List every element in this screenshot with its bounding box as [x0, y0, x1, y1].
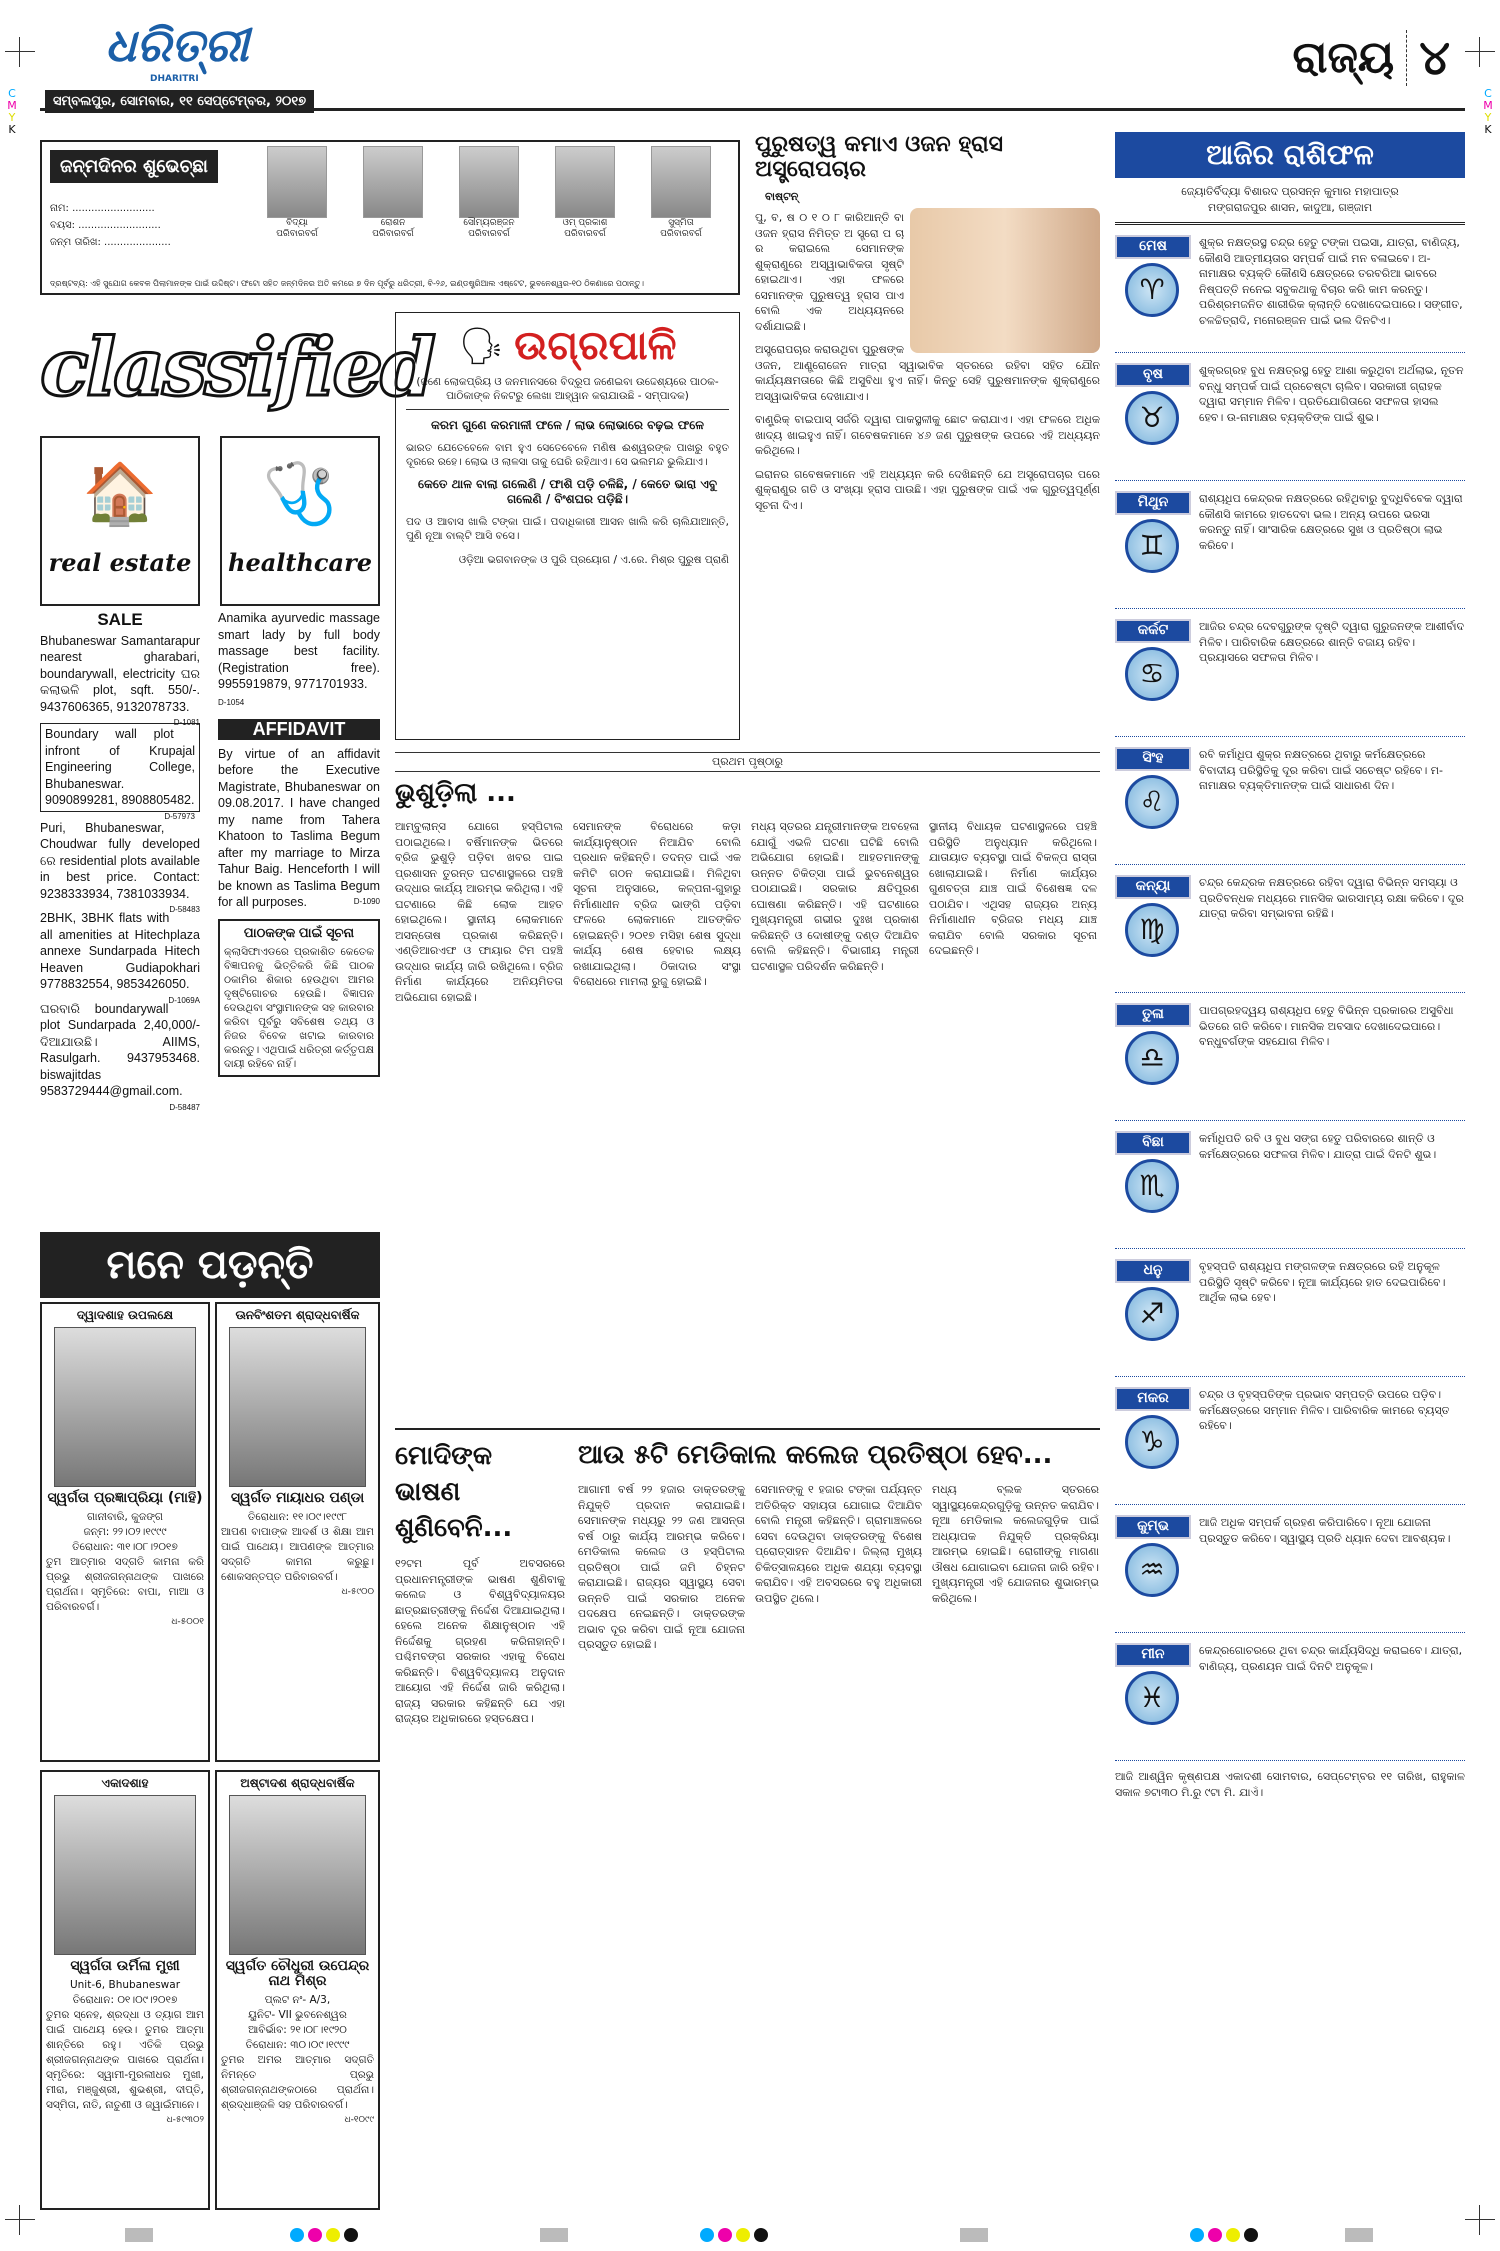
child-name: ରୋଶନ	[380, 218, 406, 228]
article-column: ସେମାନଙ୍କ ବିରୋଧରେ କଡ଼ା କାର୍ଯ୍ୟାନୁଷ୍ଠାନ ନିଆଯିବ ବୋଲି ପ୍ରଧାନ କହିଛନ୍ତି। ତଦନ୍ତ ପାଇଁ ଏକ କମିଟି ଗଠନ କରାଯାଇଛି। ମିଳିଥିବା ସୂଚନା ଅନୁସାରେ, କଳ୍ପନା-ଗୁହାରୁ ନିର୍ମାଣାଧୀନ ବ୍ରିଜ ଭାଙ୍ଗି ପଡ଼ିବା ଫଳରେ ଲୋକମାନେ ଆତଙ୍କିତ ହୋଇଛନ୍ତି। ୨୦୧୭ ମସିହା ଶେଷ ସୁଦ୍ଧା କାର୍ଯ୍ୟ ଶେଷ ହେବାର ଲକ୍ଷ୍ୟ ରଖାଯାଇଥିଲା। ଠିକାଦାର ସଂସ୍ଥା ବିରୋଧରେ ମାମଲା ରୁଜୁ ହୋଇଛି।	[573, 820, 741, 988]
ad-code: D-58487	[169, 1102, 200, 1112]
zodiac-5-icon: ♍	[1125, 903, 1179, 957]
obituary-detail: ତିରୋଧାନ: ୧୧।୦୯।୧୯୯୮	[247, 1511, 348, 1523]
ad-text: Bhubaneswar Samantarapur nearest gharabari, boundarywall, electricity ଘର କଲାଭଳି plot, sqft. 550/-. 9437606365, 9132078733.	[40, 633, 200, 714]
obituary-detail: Unit-6, Bhubaneswar	[69, 1979, 181, 1991]
obituary-detail: ତିରୋଧାନ: ୩୦।୦୯।୧୯୯୯	[245, 2039, 350, 2051]
child-photo	[267, 146, 327, 218]
logo-subtitle: DHARITRI	[150, 74, 199, 84]
horoscope-column	[1115, 132, 1465, 1800]
horoscope-sign	[1115, 1515, 1465, 1633]
category-real-estate[interactable]	[40, 436, 200, 606]
horoscope-sign	[1115, 491, 1465, 609]
c-mark: C	[1484, 87, 1492, 100]
obituary-notice	[40, 1770, 210, 2210]
paragraph: ପଦ ଓ ଆବାସ ଖାଲି ଟଙ୍କା ପାଇଁ। ପଦାଧିକାରୀ ଆସନ ଖାଲି କରି ଚାଲିଯାଆନ୍ତି, ପୁଣି ନୂଆ ବାଲ୍ଟି ଆସି ବସେ।	[406, 516, 729, 542]
house-icon: 🏠	[82, 458, 158, 529]
divider	[395, 1428, 1100, 1430]
registration-crosshair-icon	[1465, 37, 1495, 67]
article-bridge-collapse	[395, 778, 1100, 1418]
classified-ad	[40, 633, 200, 727]
article-column: ଆଗାମୀ ବର୍ଷ ୨୨ ହଜାର ଡାକ୍ତରଙ୍କୁ ନିଯୁକ୍ତି ପ୍ରଦାନ କରାଯାଇଛି। ସେମାନଙ୍କ ମଧ୍ୟରୁ ୨୨ ଜଣ ଆସନ୍ତା ବର୍ଷ ଠାରୁ କାର୍ଯ୍ୟ ଆରମ୍ଭ କରିବେ। ମେଡିକାଲ କଲେଜ ଓ ହସ୍ପିଟାଲ ପ୍ରତିଷ୍ଠା ପାଇଁ ଜମି ଚିହ୍ନଟ କରାଯାଇଛି। ରାଜ୍ୟର ସ୍ୱାସ୍ଥ୍ୟ ସେବା ଉନ୍ନତି ପାଇଁ ସରକାର ଅନେକ ପଦକ୍ଷେପ ନେଇଛନ୍ତି। ଡାକ୍ତରଙ୍କ ଅଭାବ ଦୂର କରିବା ପାଇଁ ନୂଆ ଯୋଜନା ପ୍ରସ୍ତୁତ ହୋଇଛି।	[578, 1483, 745, 1651]
category-label: real estate	[48, 548, 192, 577]
deceased-name: ସ୍ୱର୍ଗତା ପ୍ରଜ୍ଞାପ୍ରିୟା (ମାହି)	[47, 1490, 203, 1506]
article-paragraph: ପୁ, ବ, ଷ ୦ ୧ ୦ ୮ କାରିଆନ୍ତି ବା ଓଜନ ହ୍ରାସ ନିମିତ୍ତ ଅ ସ୍ତ୍ରୋ ପ ଚା ର କରାଇଲେ ସେମାନଙ୍କ ଶୁକ୍ରାଣୁରେ ଅସ୍ୱାଭାବିକତା ସୃଷ୍ଟି ହୋଇଥାଏ। ଏହା ଫଳରେ ସେମାନଙ୍କ ପୁରୁଷତ୍ୱ ହ୍ରାସ ପାଏ ବୋଲି ଏକ ଅଧ୍ୟୟନରେ ଦର୍ଶାଯାଇଛି।	[755, 211, 904, 333]
notice-text: କ୍ଲାସିଫାଏଡରେ ପ୍ରକାଶିତ କେତେକ ବିଜ୍ଞାପନକୁ ଭିତ୍ତିକରି କିଛି ପାଠକ ଠକାମିର ଶିକାର ହେଉଥିବା ଆମର ଦୃଷ୍ଟିଗୋଚର ହେଉଛି। ବିଜ୍ଞାପନ ଦେଉଥିବା ସଂସ୍ଥାମାନଙ୍କ ସହ କାରବାର କରିବା ପୂର୍ବରୁ ସବିଶେଷ ତଥ୍ୟ ଓ ନିଜର ବିବେକ ଖଟାଇ କାରବାର କରନ୍ତୁ। ଏଥିପାଇଁ ଧରିତ୍ରୀ କର୍ତ୍ତୃପକ୍ଷ ଦାୟୀ ରହିବେ ନାହିଁ।	[224, 946, 375, 1070]
sale-heading: SALE	[97, 610, 143, 629]
obituary-detail: ତିରୋଧାନ: ୦୧।୦୯।୨୦୧୭	[72, 1994, 178, 2006]
ad-text: Boundary wall plot infront of Krupajal Engineering College, Bhubaneswar. 9090899281, 8908805482.	[45, 727, 195, 807]
signature: ଓଡ଼ିଆ ଭଗବାନଙ୍କ ଓ ପୁରି ପ୍ରୟୋଗ / ଏ.ରେ. ମିଶ୍ର ପୁରୁଷ ପ୍ରାଣି	[458, 554, 729, 566]
cmyk-marks	[1481, 88, 1495, 136]
zodiac-0-icon: ♈	[1125, 263, 1179, 317]
sign-name: ସିଂହ	[1115, 747, 1191, 771]
sign-prediction: ଚନ୍ଦ୍ର ଓ ବୃହସ୍ପତିଙ୍କ ପ୍ରଭାବ ସମ୍ପତ୍ତି ଉପରେ ପଡ଼ିବ। କର୍ମକ୍ଷେତ୍ରରେ ସମ୍ମାନ ମିଳିବ। ପାରିବାରିକ କାମରେ ବ୍ୟସ୍ତ ରହିବେ।	[1199, 1388, 1450, 1432]
cartoon-faces-icon: 🗣	[458, 326, 505, 367]
child-from: ପରିବାରବର୍ଗ	[564, 229, 606, 239]
grey-swatch	[540, 2228, 568, 2242]
paragraph: ଭାରତ ଯେତେବେଳେ ବାମ ହୁଏ ସେତେବେଳେ ମଣିଷ ଈଶ୍ୱରଙ୍କ ପାଖରୁ ବହୁତ ଦୂରରେ ରହେ। ଲୋଭ ଓ ଲାଳସା ତାକୁ ଘେରି ରହିଥାଏ। ସେ ଭଲମନ୍ଦ ଭୁଲିଯାଏ।	[406, 442, 729, 468]
section-title: ରାଜ୍ୟ	[1292, 32, 1395, 83]
sign-prediction: ଆଜି ଅଧିକ ସମ୍ପର୍କ ଗ୍ରହଣ କରିପାରିବେ। ନୂଆ ଯୋଜନା ପ୍ରସ୍ତୁତ କରିବେ। ସ୍ୱାସ୍ଥ୍ୟ ପ୍ରତି ଧ୍ୟାନ ଦେବା ଆବଶ୍ୟକ।	[1199, 1516, 1451, 1545]
horoscope-sign	[1115, 1131, 1465, 1249]
m-mark: M	[1483, 99, 1493, 112]
obituary-detail: ପ୍ଲଟ ନଂ- A/3,	[264, 1994, 331, 2006]
deceased-name: ସ୍ୱର୍ଗତ ମାୟାଧର ପଣ୍ଡା	[230, 1490, 365, 1506]
zodiac-9-icon: ♑	[1125, 1415, 1179, 1469]
article-column: ମଧ୍ୟ ସ୍ତରର ଯନ୍ତ୍ରୀମାନଙ୍କ ଅବହେଳା ଯୋଗୁଁ ଏଭଳି ଘଟଣା ଘଟିଛି ବୋଲି ଅଭିଯୋଗ ହୋଇଛି। ଆହତମାନଙ୍କୁ ଉନ୍ନତ ଚିକିତ୍ସା ପାଇଁ ଭୁବନେଶ୍ୱର ପଠାଯାଇଛି। ସରକାର କ୍ଷତିପୂରଣ ଘୋଷଣା କରିଛନ୍ତି। ଏହି ଘଟଣାରେ ମୁଖ୍ୟମନ୍ତ୍ରୀ ଗଭୀର ଦୁଃଖ ପ୍ରକାଶ କରିଛନ୍ତି ଓ ଦୋଷୀଙ୍କୁ ଦଣ୍ଡ ଦିଆଯିବ ବୋଲି କହିଛନ୍ତି। ବିଭାଗୀୟ ମନ୍ତ୍ରୀ ଘଟଣାସ୍ଥଳ ପରିଦର୍ଶନ କରିଛନ୍ତି।	[751, 820, 919, 973]
classified-ad	[40, 820, 200, 914]
child-name: ସୁସ୍ମିତା	[668, 218, 694, 228]
y-mark: Y	[8, 111, 16, 124]
birthday-child	[540, 146, 630, 240]
category-healthcare[interactable]	[220, 436, 380, 606]
obituary-detail: ଆବିର୍ଭାବ: ୨୧।୦୮।୧୯୨୦	[248, 2024, 347, 2036]
section-header	[1293, 30, 1450, 86]
birthday-child	[636, 146, 726, 240]
verse: କରମ ଗୁଣେ କରମାଳୀ ଫଳେ / ଲାଭ ଲୋଭାରେ ବଢ଼ଇ ଫଳେ	[431, 418, 704, 432]
zodiac-4-icon: ♌	[1125, 775, 1179, 829]
affidavit-ad	[218, 746, 380, 911]
ad-code: ଧ-୫୯୩୦୨	[166, 2115, 204, 2125]
sign-prediction: ଶୁକ୍ରଗ୍ରହ ବୁଧ ନକ୍ଷତ୍ରସ୍ଥ ହେତୁ ଆଶା କରୁଥିବା ଅର୍ଥଲାଭ, ନୂତନ ବନ୍ଧୁ ସମ୍ପର୍କ ପାଇଁ ପ୍ରଚେଷ୍ଟା ଚାଲିବ। ସରକାରୀ ଗ୍ରାହକ ଦ୍ୱାରା ସମ୍ମାନ ମିଳିବ। ପ୍ରତିଯୋଗିତାରେ ସଫଳତା ହାସଲ ହେବ। ଉ-ନାମାକ୍ଷର ବ୍ୟକ୍ତିଙ୍କ ପାଇଁ ଶୁଭ।	[1199, 364, 1464, 424]
child-name: ବିଦ୍ୟା	[286, 218, 308, 228]
category-label: healthcare	[228, 548, 372, 577]
sign-prediction: ରାଶ୍ୟଧିପ କେନ୍ଦ୍ରକ ନକ୍ଷତ୍ରରେ ରହିଥିବାରୁ ବୁଦ୍ଧିବିବେକ ଦ୍ୱାରା କୌଣସି କାମରେ ହାତଦେବା ଭଲ। ଅନ୍ୟ ଉପରେ ଭରସା କରନ୍ତୁ ନାହିଁ। ସାଂସାରିକ କ୍ଷେତ୍ରରେ ସୁଖ ଓ ପ୍ରତିଷ୍ଠା ଲାଭ କରିବେ।	[1199, 492, 1463, 552]
child-photo	[363, 146, 423, 218]
child-name: ଓମ୍ ପ୍ରକାଶ	[562, 218, 608, 228]
birthday-child	[444, 146, 534, 240]
horoscope-sign	[1115, 363, 1465, 481]
obituary-photo	[229, 1327, 366, 1487]
ad-text: Puri, Bhubaneswar, Choudwar fully developed ରେ residential plots available in best price. Contact: 9238333934, 7381033934.	[40, 820, 200, 901]
obituary-occasion: ଦ୍ୱାଦଶାହ ଉପଲକ୍ଷେ	[76, 1308, 174, 1322]
obituary-detail: ତିରୋଧାନ: ୩୧।୦୮।୨୦୧୭	[72, 1541, 178, 1553]
child-from: ପରିବାରବର୍ଗ	[468, 229, 510, 239]
classified-ad	[40, 910, 200, 1005]
classified-ad	[40, 723, 200, 821]
classified-ad	[40, 1001, 200, 1112]
obituary-text: ତୁମର ଅମର ଆତ୍ମାର ସଦ୍‌ଗତି ନିମନ୍ତେ ପ୍ରଭୁ ଶ୍ରୀଜଗନ୍ନାଥଙ୍କଠାରେ ପ୍ରାର୍ଥନା। ଶ୍ରଦ୍ଧାଞ୍ଜଳି ସହ ପରିବାରବର୍ଗ।	[221, 2054, 374, 2111]
almanac-note: ଆଜି ଆଶ୍ୱିନ କୃଷ୍ଣପକ୍ଷ ଏକାଦଶୀ ସୋମବାର, ସେପ୍ଟେମ୍ବର ୧୧ ତାରିଖ, ରାହୁକାଳ ସକାଳ ୭ଟା୩୦ ମି.ରୁ ୯ଟା ମି. ଯାଏଁ।	[1115, 1770, 1465, 1799]
divider	[1115, 222, 1465, 225]
article-dateline: ବାଷ୍ଟନ୍	[765, 190, 799, 203]
astrologer-address: ମଙ୍ଗରାଜପୁର ଶାସନ, କାଦୁଆ, ଗଞ୍ଜାମ	[1207, 201, 1373, 214]
birthday-child	[348, 146, 438, 240]
birthday-child	[252, 146, 342, 240]
ugrapali-column	[395, 312, 740, 740]
article-column: ୧୨ଟମ ପୂର୍ବ ଅବସରରେ ପ୍ରଧାନମନ୍ତ୍ରୀଙ୍କ ଭାଷଣ ଶୁଣିବାକୁ କଲେଜ ଓ ବିଶ୍ୱବିଦ୍ୟାଳୟର ଛାତ୍ରଛାତ୍ରୀଙ୍କୁ ନିର୍ଦ୍ଦେଶ ଦିଆଯାଇଥିଲା। ହେଲେ ଅନେକ ଶିକ୍ଷାନୁଷ୍ଠାନ ଏହି ନିର୍ଦ୍ଦେଶକୁ ଗ୍ରହଣ କରିନାହାନ୍ତି। ପଶ୍ଚିମବଙ୍ଗ ସରକାର ଏହାକୁ ବିରୋଧ କରିଛନ୍ତି। ବିଶ୍ୱବିଦ୍ୟାଳୟ ଅନୁଦାନ ଆୟୋଗ ଏହି ନିର୍ଦ୍ଦେଶ ଜାରି କରିଥିଲା। ରାଜ୍ୟ ସରକାର କହିଛନ୍ତି ଯେ ଏହା ରାଜ୍ୟର ଅଧିକାରରେ ହସ୍ତକ୍ଷେପ।	[395, 1557, 565, 1725]
zodiac-2-icon: ♊	[1125, 519, 1179, 573]
color-dots	[1190, 2228, 1258, 2242]
obituary-detail: ୟୁନିଟ- VII ଭୁବନେଶ୍ୱର	[248, 2009, 347, 2021]
sign-prediction: ଚନ୍ଦ୍ର କେନ୍ଦ୍ରକ ନକ୍ଷତ୍ରରେ ରହିବା ଦ୍ୱାରା ବିଭିନ୍ନ ସମସ୍ୟା ଓ ପ୍ରତିବନ୍ଧକ ମଧ୍ୟରେ ମାନସିକ ଭାରସାମ୍ୟ ରକ୍ଷା କରିବେ। ଦୂର ଯାତ୍ରା କରିବା ସମ୍ଭାବନା ରହିଛି।	[1199, 876, 1464, 920]
deceased-name: ସ୍ୱର୍ଗତା ଉର୍ମିଳା ମୁଖୀ	[70, 1958, 180, 1974]
sign-prediction: ପାପଗ୍ରହଦ୍ୱୟ ରାଶ୍ୟଧିପ ହେତୁ ବିଭିନ୍ନ ପ୍ରକାରର ଅସୁବିଧା ଭିତରେ ଗତି କରିବେ। ମାନସିକ ଅବସାଦ ଦେଖାଦେଇପାରେ। ବନ୍ଧୁବର୍ଗଙ୍କ ସହଯୋଗ ମିଳିବ।	[1199, 1004, 1454, 1048]
article-column: ସେମାନଙ୍କୁ ୧ ହଜାର ଟଙ୍କା ପର୍ଯ୍ୟନ୍ତ ଅତିରିକ୍ତ ସହାୟତା ଯୋଗାଇ ଦିଆଯିବ ବୋଲି ମନ୍ତ୍ରୀ କହିଛନ୍ତି। ଗ୍ରାମାଞ୍ଚଳରେ ସେବା ଦେଉଥିବା ଡାକ୍ତରଙ୍କୁ ବିଶେଷ ପ୍ରୋତ୍ସାହନ ଦିଆଯିବ। ଜିଲ୍ଲା ମୁଖ୍ୟ ଚିକିତ୍ସାଳୟରେ ଅଧିକ ଶଯ୍ୟା ବ୍ୟବସ୍ଥା କରାଯିବ। ଏହି ଅବସରରେ ବହୁ ଅଧିକାରୀ ଉପସ୍ଥିତ ଥିଲେ।	[755, 1483, 922, 1605]
registration-crosshair-icon	[5, 2205, 35, 2235]
m-mark: M	[7, 99, 17, 112]
horoscope-sign	[1115, 747, 1465, 865]
grey-swatch	[1345, 2228, 1373, 2242]
article-headline: ଆଉ ୫ଟି ମେଡିକାଲ କଲେଜ ପ୍ରତିଷ୍ଠା ହେବ...	[578, 1440, 1053, 1470]
k-mark: K	[8, 123, 16, 136]
registration-crosshair-icon	[1465, 2205, 1495, 2235]
astrologer-credit	[1115, 184, 1465, 216]
obituary-notice	[40, 1302, 210, 1762]
zodiac-7-icon: ♏	[1125, 1159, 1179, 1213]
zodiac-8-icon: ♐	[1125, 1287, 1179, 1341]
ugrapali-title: ଉଗ୍ରପାଳି	[514, 323, 677, 369]
horoscope-sign	[1115, 619, 1465, 737]
child-name: ସୌମ୍ୟରଞ୍ଜନ	[463, 218, 515, 228]
sign-prediction: ରବି କର୍ମାଧିପ ଶୁକ୍ର ନକ୍ଷତ୍ରରେ ଥିବାରୁ କର୍ମକ୍ଷେତ୍ରରେ ବିବାଦୀୟ ପରିସ୍ଥିତିକୁ ଦୂର କରିବା ପାଇଁ ସଚେଷ୍ଟ ରହିବେ। ମ-ନାମାକ୍ଷର ବ୍ୟକ୍ତିମାନଙ୍କ ପାଇଁ ସାଧାରଣ ଦିନ।	[1199, 748, 1443, 792]
real-estate-ads	[40, 612, 200, 1116]
article-column: ସ୍ଥାନୀୟ ବିଧାୟକ ଘଟଣାସ୍ଥଳରେ ପହଞ୍ଚି ପରିସ୍ଥିତି ଅନୁଧ୍ୟାନ କରିଥିଲେ। ଯାତାୟାତ ବ୍ୟବସ୍ଥା ପାଇଁ ବିକଳ୍ପ ରାସ୍ତା ଖୋଲାଯାଇଛି। ନିର୍ମାଣ କାର୍ଯ୍ୟର ଗୁଣବତ୍ତା ଯାଞ୍ଚ ପାଇଁ ବିଶେଷଜ୍ଞ ଦଳ ପଠାଯିବ। ଏଥିସହ ରାଜ୍ୟର ଅନ୍ୟ ନିର୍ମାଣାଧୀନ ବ୍ରିଜର ମଧ୍ୟ ଯାଞ୍ଚ କରାଯିବ ବୋଲି ସରକାର ସୂଚନା ଦେଇଛନ୍ତି।	[929, 820, 1097, 957]
birthday-greetings-box	[40, 140, 740, 295]
page-number: ୪	[1406, 30, 1450, 86]
horoscope-sign	[1115, 235, 1465, 353]
child-photo	[459, 146, 519, 218]
obituary-text: ଆପଣ ବାପାଙ୍କ ଆଦର୍ଶ ଓ ଶିକ୍ଷା ଆମ ପାଇଁ ପାଥେୟ। ଆପଣଙ୍କ ଆତ୍ମାର ସଦ୍‌ଗତି କାମନା କରୁଛୁ। ଶୋକସନ୍ତପ୍ତ ପରିବାରବର୍ଗ।	[221, 1526, 374, 1583]
obituary-detail: ଗାନୀବାରି, କୁଜଙ୍ଗ	[87, 1511, 163, 1523]
ad-text: By virtue of an affidavit before the Executive Magistrate, Bhubaneswar on 09.08.2017. I have changed my name from Tahera Khatoon to Taslima Begum after my marriage to Mirza Tahur Baig. Henceforth I will be known as Taslima Begum for all purposes.	[218, 746, 380, 909]
article-headline: ମୋଦିଙ୍କ ଭାଷଣ ଶୁଣିବେନି...	[395, 1441, 513, 1543]
article-photo	[910, 208, 1100, 353]
y-mark: Y	[1484, 111, 1492, 124]
sign-name: ବିଛା	[1115, 1131, 1191, 1155]
ad-code: D-1054	[218, 697, 245, 707]
obituary-notice	[215, 1770, 380, 2210]
obituary-photo	[54, 1327, 196, 1487]
sign-name: ମିଥୁନ	[1115, 491, 1191, 515]
horoscope-sign	[1115, 1643, 1465, 1761]
sign-name: ତୁଳା	[1115, 1003, 1191, 1027]
grey-swatch	[125, 2228, 153, 2242]
ad-code: D-1090	[353, 897, 380, 906]
stethoscope-icon: 🩺	[262, 458, 338, 529]
obituary-occasion: ଊନବିଂଶତମ ଶ୍ରାଦ୍ଧବାର୍ଷିକ	[235, 1308, 360, 1322]
article-medical-colleges	[578, 1438, 1100, 1653]
reader-notice	[218, 919, 380, 1078]
sign-name: କୁମ୍ଭ	[1115, 1515, 1191, 1539]
horoscope-sign	[1115, 1387, 1465, 1505]
sign-name: କନ୍ୟା	[1115, 875, 1191, 899]
zodiac-10-icon: ♒	[1125, 1543, 1179, 1597]
ad-code: D-1069A	[168, 995, 200, 1005]
registration-crosshair-icon	[5, 37, 35, 67]
ad-code: D-57973	[164, 811, 195, 821]
horoscope-sign	[1115, 1003, 1465, 1121]
article-paragraph: ଅସ୍ତ୍ରୋପଚାର କରାଉଥିବା ପୁରୁଷଙ୍କ ଓଜନ, ଆଣ୍ଡ୍ରୋଜେନ ମାତ୍ରା ସ୍ୱାଭାବିକ ସ୍ତରରେ ରହିବା ସହିତ ଯୌନ କାର୍ଯ୍ୟକ୍ଷମତାରେ କିଛି ଅସୁବିଧା ହୁଏ ନାହିଁ। କିନ୍ତୁ ସେହି ପୁରୁଷମାନଙ୍କ ଶୁକ୍ରାଣୁରେ ଅସ୍ୱାଭାବିକତା ଦେଖାଯାଏ।	[755, 343, 1100, 403]
health-affidavit-ads	[218, 610, 380, 1083]
k-mark: K	[1484, 123, 1492, 136]
form-field: ବୟସ: ..........................	[50, 220, 161, 231]
affidavit-heading: AFFIDAVIT	[218, 719, 380, 740]
c-mark: C	[8, 87, 16, 100]
horoscope-title: ଆଜିର ରାଶିଫଳ	[1115, 132, 1465, 178]
ad-code: ଧ-୫୦୦୧	[171, 1617, 204, 1627]
mane-padanti-banner: ମନେ ପଡ଼ନ୍ତି	[40, 1232, 380, 1298]
dateline: ସମ୍ବଲପୁର, ସୋମବାର, ୧୧ ସେପ୍ଟେମ୍ବର, ୨୦୧୭	[45, 90, 314, 113]
article-column: ମଧ୍ୟ ବ୍ଲକ ସ୍ତରରେ ସ୍ୱାସ୍ଥ୍ୟକେନ୍ଦ୍ରଗୁଡ଼ିକୁ ଉନ୍ନତ କରାଯିବ। ନୂଆ ମେଡିକାଲ କଲେଜଗୁଡ଼ିକ ପାଇଁ ଅଧ୍ୟାପକ ନିଯୁକ୍ତି ପ୍ରକ୍ରିୟା ଆରମ୍ଭ ହୋଇଛି। ରୋଗୀଙ୍କୁ ମାଗଣା ଔଷଧ ଯୋଗାଇବା ଯୋଜନା ଜାରି ରହିବ। ମୁଖ୍ୟମନ୍ତ୍ରୀ ଏହି ଯୋଜନାର ଶୁଭାରମ୍ଭ କରିଥିଲେ।	[932, 1483, 1099, 1605]
sign-name: ବୃଷ	[1115, 363, 1191, 387]
child-photo	[651, 146, 711, 218]
ad-code: ଧ-୧୦୯୯	[344, 2115, 374, 2125]
child-from: ପରିବାରବର୍ଗ	[372, 229, 414, 239]
verse: କେତେ ଥାଳ ବାଲା ଗଲେଣି / ଫାଶି ପଡ଼ି ଚଳିଛି, / କେତେ ଭାରା ଏବୁ ଗଲେଣି / ବିଂଶଘର ପଡ଼ିଛି।	[417, 477, 718, 506]
zodiac-6-icon: ♎	[1125, 1031, 1179, 1085]
sign-name: କର୍କଟ	[1115, 619, 1191, 643]
obituary-notice	[215, 1302, 380, 1762]
zodiac-1-icon: ♉	[1125, 391, 1179, 445]
obituary-occasion: ଅଷ୍ଟାଦଶ ଶ୍ରାଦ୍ଧବାର୍ଷିକ	[240, 1776, 355, 1790]
form-field: ଜନ୍ମ ତାରିଖ: .....................	[50, 237, 171, 248]
deceased-name: ସ୍ୱର୍ଗତ ଚୌଧୁରୀ ଉପେନ୍ଦ୍ର ନାଥ ମିଶ୍ର	[225, 1958, 370, 1989]
color-dots	[700, 2228, 768, 2242]
child-from: ପରିବାରବର୍ଗ	[660, 229, 702, 239]
sign-name: ଧନୁ	[1115, 1259, 1191, 1283]
astrologer-name: ଜ୍ୟୋତିର୍ବିଦ୍ୟା ବିଶାରଦ ପ୍ରସନ୍ନ କୁମାର ମହାପାତ୍ର	[1181, 185, 1399, 198]
article-paragraph: ଇରାନର ଗବେଷକମାନେ ଏହି ଅଧ୍ୟୟନ କରି ଦେଖିଛନ୍ତି ଯେ ଅସ୍ତ୍ରୋପଚାର ପରେ ଶୁକ୍ରାଣୁର ଗତି ଓ ସଂଖ୍ୟା ହ୍ରାସ ପାଉଛି। ଏହା ପୁରୁଷଙ୍କ ପାଇଁ ଏକ ଗୁରୁତ୍ୱପୂର୍ଣ୍ଣ ସୂଚନା ଦିଏ।	[755, 467, 1100, 512]
obituary-detail: ଜନ୍ମ: ୨୨।୦୨।୧୯୯୯	[83, 1526, 167, 1538]
horoscope-sign	[1115, 875, 1465, 993]
ad-text: Anamika ayurvedic massage smart lady by full body massage best facility. (Registration free). 9955919879, 9771701933.	[218, 611, 380, 691]
obituary-occasion: ଏକାଦଶାହ	[101, 1776, 149, 1790]
obituary-photo	[229, 1795, 366, 1955]
ugrapali-intro: (ଜଣେ ଲୋକପ୍ରିୟ ଓ ଜନମାନସରେ ବିଦ୍ରୂପ ଜଣେଇବା ଉଦ୍ଦେଶ୍ୟରେ ପାଠକ-ପାଠିକାଙ୍କ ନିକଟରୁ ଲେଖା ଆହ୍ୱାନ କରାଯାଉଛି - ସମ୍ପାଦକ)	[416, 376, 719, 402]
sign-name: ମେଷ	[1115, 235, 1191, 259]
sign-name: ମୀନ	[1115, 1643, 1191, 1667]
zodiac-3-icon: ♋	[1125, 647, 1179, 701]
child-from: ପରିବାରବର୍ଗ	[276, 229, 318, 239]
cmyk-marks	[5, 88, 19, 136]
classified-logo: classified	[40, 320, 434, 414]
sign-prediction: ଶୁକ୍ର ନକ୍ଷତ୍ରସ୍ଥ ଚନ୍ଦ୍ର ହେତୁ ଟଙ୍କା ପଇସା, ଯାତ୍ରା, ବାଣିଜ୍ୟ, କୌଣସି ଆତ୍ମୀୟତାର ସମ୍ପର୍କ ପାଇଁ ମନ ବଳାଇବେ। ଅ-ନାମାକ୍ଷର ବ୍ୟକ୍ତି କୌଣସି କ୍ଷେତ୍ରରେ ତରବରିଆ ଭାବରେ ନିଷ୍ପତ୍ତି ନନେଇ ସବୁକଥାକୁ ବିଚାର କରି କାମ କରନ୍ତୁ। ପରିଶ୍ରମଜନିତ ଶାରୀରିକ କ୍ଲାନ୍ତି ଦେଖାଦେଇପାରେ। ସଙ୍ଗୀତ, ଚଳଚ୍ଚିତ୍ରାଦି, ମନୋରଞ୍ଜନ ପାଇଁ ଭଲ ଦିନଟିଏ।	[1199, 236, 1463, 327]
sign-prediction: ବୃହସ୍ପତି ରାଶ୍ୟଧିପ ମଙ୍ଗଳଙ୍କ ନକ୍ଷତ୍ରରେ ରହି ଅନୁକୂଳ ପରିସ୍ଥିତି ସୃଷ୍ଟି କରିବେ। ନୂଆ କାର୍ଯ୍ୟରେ ହାତ ଦେଇପାରିବେ। ଆର୍ଥିକ ଲାଭ ହେବ।	[1199, 1260, 1446, 1304]
obituary-photo	[54, 1795, 196, 1955]
sign-prediction: ଆଜିର ଚନ୍ଦ୍ର ଦେବଗୁରୁଙ୍କ ଦୃଷ୍ଟି ଦ୍ୱାରା ଗୁରୁଜନଙ୍କ ଆଶୀର୍ବାଦ ମିଳିବ। ପାରିବାରିକ କ୍ଷେତ୍ରରେ ଶାନ୍ତି ବଜାୟ ରହିବ। ପ୍ରୟାସରେ ସଫଳତା ମିଳିବ।	[1199, 620, 1465, 664]
ad-text: 2BHK, 3BHK flats with all amenities at Hitechplaza annexe Sundarpada Hitech Heaven Gudiapokhari 9778832554, 9853426050.	[40, 911, 200, 991]
child-photo	[555, 146, 615, 218]
article-paragraph: ବାଣ୍ଟ୍ରିକ୍ ବାଇପାସ୍ ସର୍ଜରି ଦ୍ୱାରା ପାକସ୍ଥଳୀକୁ ଛୋଟ କରାଯାଏ। ଏହା ଫଳରେ ଅଧିକ ଖାଦ୍ୟ ଖାଇହୁଏ ନାହିଁ। ଗବେଷକମାନେ ୪୬ ଜଣ ପୁରୁଷଙ୍କ ଉପରେ ଏହି ଅଧ୍ୟୟନ କରିଥିଲେ।	[755, 413, 1100, 457]
ad-code: ଧ-୫୯୦୦	[341, 1587, 374, 1597]
obituary-text: ତୁମ ଆତ୍ମାର ସଦ୍‌ଗତି କାମନା କରି ପ୍ରଭୁ ଶ୍ରୀଜଗନ୍ନାଥଙ୍କ ପାଖରେ ପ୍ରାର୍ଥନା। ସ୍ମୃତିରେ: ବାପା, ମାଆ ଓ ପରିବାରବର୍ଗ।	[46, 1556, 204, 1613]
sign-prediction: କର୍ମାଧିପତି ରବି ଓ ବୁଧ ସଙ୍ଗ ହେତୁ ପରିବାରରେ ଶାନ୍ତି ଓ କର୍ମକ୍ଷେତ୍ରରେ ସଫଳତା ମିଳିବ। ଯାତ୍ରା ପାଇଁ ଦିନଟି ଶୁଭ।	[1199, 1132, 1437, 1161]
sign-prediction: କେନ୍ଦ୍ରଗୋଚରରେ ଥିବା ଚନ୍ଦ୍ର କାର୍ଯ୍ୟସିଦ୍ଧି କରାଇବେ। ଯାତ୍ରା, ବାଣିଜ୍ୟ, ପ୍ରଣୟନ ପାଇଁ ଦିନଟି ଅନୁକୂଳ।	[1199, 1644, 1463, 1673]
article-column: ଆମ୍ବୁଲାନ୍ସ ଯୋଗେ ହସ୍ପିଟାଲ ପଠାଇଥିଲେ। ବର୍ଷିମାନଙ୍କ ଭିତରେ ବ୍ରିଜ ଭୁଶୁଡ଼ି ପଡ଼ିବା ଖବର ପାଇ ପ୍ରଶାସନ ତୁରନ୍ତ ଘଟଣାସ୍ଥଳରେ ପହଞ୍ଚି ଉଦ୍ଧାର କାର୍ଯ୍ୟ ଆରମ୍ଭ କରିଥିଲା। ଏହି ଘଟଣାରେ କିଛି ଲୋକ ଆହତ ହୋଇଥିଲେ। ସ୍ଥାନୀୟ ଲୋକମାନେ ଅସନ୍ତୋଷ ପ୍ରକାଶ କରିଛନ୍ତି। ଏଣ୍ଡିଆରଏଫ ଓ ଫାୟାର ଟିମ ପହଞ୍ଚି ଉଦ୍ଧାର କାର୍ଯ୍ୟ ଜାରି ରଖିଥିଲେ। ବ୍ରିଜ ନିର୍ମାଣ କାର୍ଯ୍ୟରେ ଅନିୟମିତତା ଅଭିଯୋଗ ହୋଇଛି।	[395, 820, 563, 1004]
birthday-note: ଦ୍ରଷ୍ଟବ୍ୟ: ଏହି ସୁଯୋଗ କେବଳ ପିଲାମାନଙ୍କ ପାଇଁ ଉଦ୍ଦିଷ୍ଟ। ଫଟୋ ସହିତ ଜନ୍ମଦିନର ଅତି କମରେ ୭ ଦିନ ପୂର୍ବରୁ ଧରିତ୍ରୀ, ବି-୨୬, ଇଣ୍ଡଷ୍ଟ୍ରିଆଲ ଏଷ୍ଟେଟ, ଭୁବନେଶ୍ୱର-୧୦ ଠିକଣାରେ ପଠାନ୍ତୁ।	[50, 279, 644, 288]
ad-code: D-1081	[173, 718, 200, 727]
birthday-title: ଜନ୍ମଦିନର ଶୁଭେଚ୍ଛା	[50, 150, 218, 183]
newspaper-logo: ଧରିତ୍ରୀ	[105, 18, 249, 72]
article-headline: ପୁରୁଷତ୍ୱ କମାଏ ଓଜନ ହ୍ରାସ ଅସ୍ତ୍ରୋପଚାର	[755, 132, 1004, 182]
ad-code: D-58483	[169, 905, 200, 914]
form-field: ନାମ: ..........................	[50, 203, 155, 214]
grey-swatch	[960, 2228, 988, 2242]
sign-name: ମକର	[1115, 1387, 1191, 1411]
notice-title: ପାଠକଙ୍କ ପାଇଁ ସୂଚନା	[243, 924, 355, 940]
classified-ad	[218, 610, 380, 711]
zodiac-11-icon: ♓	[1125, 1671, 1179, 1725]
obituary-text: ତୁମର ସ୍ନେହ, ଶ୍ରଦ୍ଧା ଓ ତ୍ୟାଗ ଆମ ପାଇଁ ପାଥେୟ ହେଉ। ତୁମର ଆତ୍ମା ଶାନ୍ତିରେ ରହୁ। ଏତିକି ପ୍ରଭୁ ଶ୍ରୀଜଗନ୍ନାଥଙ୍କ ପାଖରେ ପ୍ରାର୍ଥନା। ସ୍ମୃତିରେ: ସ୍ୱାମୀ-ମୁରଲୀଧର ମୁଖୀ, ମୀରା, ମଞ୍ଜୁଶ୍ରୀ, ଶୁଭଶ୍ରୀ, ଦୀପ୍ତି, ସସ୍ମିତା, ନାତି, ନାତୁଣୀ ଓ ଜ୍ୱାଇଁମାନେ।	[46, 2009, 204, 2111]
horoscope-sign	[1115, 1259, 1465, 1377]
continued-label: ପ୍ରଥମ ପୃଷ୍ଠାରୁ	[395, 752, 1100, 772]
ad-text: ଘରବାରି boundarywall plot Sundarpada 2,40,000/- ଦିଆଯାଉଛି। AIIMS, Rasulgarh. 9437953468. biswajitdas 9583729444@gmail.com.	[40, 1001, 200, 1098]
article-headline: ଭୁଶୁଡ଼ିଲା ...	[395, 778, 516, 808]
article-modi-speech	[395, 1438, 565, 1727]
color-dots	[290, 2228, 358, 2242]
article-weight-loss	[755, 132, 1100, 521]
birthday-form	[50, 200, 250, 251]
